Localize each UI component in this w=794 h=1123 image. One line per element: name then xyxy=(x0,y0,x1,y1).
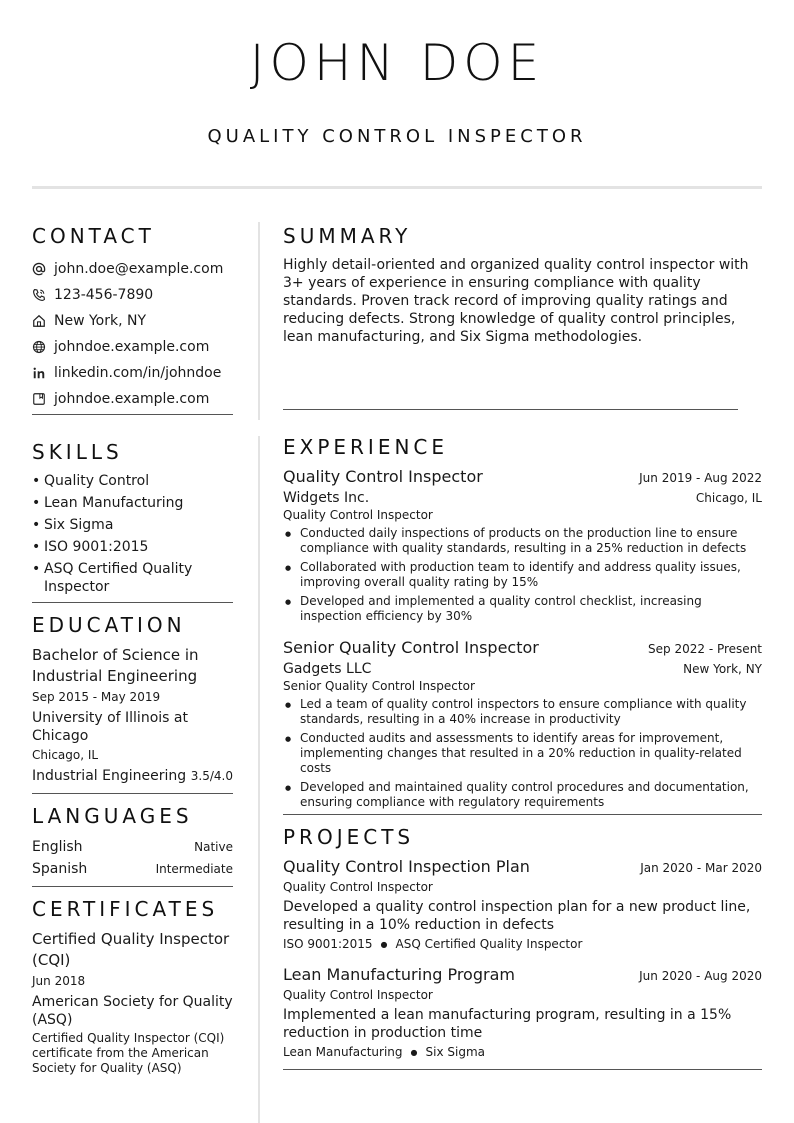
education-location: Chicago, IL xyxy=(32,748,99,762)
contact-linkedin[interactable] xyxy=(32,360,233,386)
project-description: Implemented a lean manufacturing program, resulting in a 15% reduction in production time xyxy=(283,1007,732,1041)
language-row xyxy=(32,858,233,880)
column-divider-top xyxy=(258,222,260,420)
language-name: Spanish xyxy=(32,861,88,877)
skill-item: • ISO 9001:2015 xyxy=(32,538,233,556)
job-bullet: ● Conducted daily inspections of products on the production line to ensure compliance with quality standards, resulting in a 25% reduction in defects xyxy=(283,526,762,556)
summary-text: Highly detail-oriented and organized quality control inspector with 3+ years of experience in ensuring compliance with quality standards. Proven track record of improving quality ratings and reducing defects. Strong knowledge of quality control principles, lean manufacturing, and Six Sigma methodologies. xyxy=(283,257,749,345)
projects-heading: PROJECTS xyxy=(283,825,415,849)
project-description: Developed a quality control inspection plan for a new product line, resulting in a 10% reduction in defects xyxy=(283,899,751,933)
projects-section xyxy=(283,825,762,1070)
resume-job-title: QUALITY CONTROL INSPECTOR xyxy=(207,126,587,147)
contact-portfolio[interactable] xyxy=(32,386,233,412)
job-bullets xyxy=(283,526,762,624)
certificate-name: Certified Quality Inspector (CQI) xyxy=(32,930,230,969)
home-icon xyxy=(32,314,47,329)
skills-section xyxy=(32,440,233,603)
education-degree: Bachelor of Science in Industrial Engineering xyxy=(32,646,199,685)
languages-section xyxy=(32,804,233,887)
job-title: Senior Quality Control Inspector xyxy=(283,638,539,657)
language-level: Native xyxy=(194,840,233,854)
job-entry xyxy=(283,467,762,624)
column-divider-bottom xyxy=(258,436,260,1123)
job-bullet: ● Developed and implemented a quality control checklist, increasing inspection efficiency by 30% xyxy=(283,594,762,624)
job-role: Senior Quality Control Inspector xyxy=(283,679,475,693)
skills-divider xyxy=(32,602,233,603)
skill-item: • Lean Manufacturing xyxy=(32,494,233,512)
job-bullet: ● Conducted audits and assessments to identify areas for improvement, implementing changes that resulted in a 20% reduction in quality-related costs xyxy=(283,731,762,776)
project-tag: Six Sigma xyxy=(425,1045,485,1059)
at-icon xyxy=(32,262,47,277)
job-bullets xyxy=(283,697,762,810)
right-column xyxy=(283,224,762,1070)
experience-divider xyxy=(283,814,762,815)
project-title: Lean Manufacturing Program xyxy=(283,965,515,984)
education-gpa: 3.5/4.0 xyxy=(190,769,233,783)
project-tags xyxy=(283,1045,762,1059)
contact-section xyxy=(32,224,233,415)
project-title: Quality Control Inspection Plan xyxy=(283,857,530,876)
certificate-issuer: American Society for Quality (ASQ) xyxy=(32,994,233,1028)
language-row xyxy=(32,836,233,858)
header-divider xyxy=(32,186,762,189)
tag-separator: ● xyxy=(380,940,388,949)
tag-separator: ● xyxy=(410,1048,418,1057)
education-section xyxy=(32,613,233,794)
languages-heading: LANGUAGES xyxy=(32,804,193,828)
project-tag: Lean Manufacturing xyxy=(283,1045,403,1059)
summary-divider xyxy=(283,409,738,410)
project-tag: ASQ Certified Quality Inspector xyxy=(395,937,583,951)
project-tag: ISO 9001:2015 xyxy=(283,937,373,951)
portfolio-icon xyxy=(32,392,47,407)
education-field: Industrial Engineering xyxy=(32,768,187,784)
summary-section xyxy=(283,224,762,410)
contact-linkedin-text: linkedin.com/in/johndoe xyxy=(54,365,222,381)
job-entry xyxy=(283,638,762,810)
contact-divider xyxy=(32,414,233,415)
job-location: New York, NY xyxy=(683,662,762,676)
job-bullet: ● Developed and maintained quality control procedures and documentation, ensuring compliance with regulatory requirements xyxy=(283,780,762,810)
education-divider xyxy=(32,793,233,794)
contact-website-text: johndoe.example.com xyxy=(54,339,210,355)
education-school: University of Illinois at Chicago xyxy=(32,710,188,744)
project-tags xyxy=(283,937,762,951)
contact-email[interactable] xyxy=(32,256,233,282)
language-level: Intermediate xyxy=(155,862,233,876)
left-column xyxy=(32,224,233,1076)
job-dates: Jun 2019 - Aug 2022 xyxy=(639,471,762,485)
job-title: Quality Control Inspector xyxy=(283,467,483,486)
job-role: Quality Control Inspector xyxy=(283,508,433,522)
skill-item: • ASQ Certified Quality Inspector xyxy=(32,560,233,596)
certificate-description: Certified Quality Inspector (CQI) certificate from the American Society for Quality (ASQ) xyxy=(32,1031,225,1075)
globe-icon xyxy=(32,340,47,355)
experience-heading: EXPERIENCE xyxy=(283,435,449,459)
contact-location-text: New York, NY xyxy=(54,313,147,329)
languages-divider xyxy=(32,886,233,887)
projects-divider xyxy=(283,1069,762,1070)
job-company: Widgets Inc. xyxy=(283,490,370,506)
contact-location xyxy=(32,308,233,334)
certificates-heading: CERTIFICATES xyxy=(32,897,219,921)
phone-icon xyxy=(32,288,47,303)
contact-heading: CONTACT xyxy=(32,224,155,248)
project-entry xyxy=(283,857,762,951)
contact-phone-text: 123-456-7890 xyxy=(54,287,154,303)
education-field-row xyxy=(32,765,233,787)
experience-section xyxy=(283,435,762,815)
job-dates: Sep 2022 - Present xyxy=(648,642,762,656)
job-bullet: ● Collaborated with production team to identify and address quality issues, improving overall quality rating by 15% xyxy=(283,560,762,590)
skills-heading: SKILLS xyxy=(32,440,123,464)
education-dates: Sep 2015 - May 2019 xyxy=(32,690,161,704)
project-role: Quality Control Inspector xyxy=(283,988,433,1002)
skill-item: • Six Sigma xyxy=(32,516,233,534)
linkedin-icon xyxy=(32,366,47,381)
skill-item: • Quality Control xyxy=(32,472,233,490)
language-name: English xyxy=(32,839,83,855)
contact-portfolio-text: johndoe.example.com xyxy=(54,391,210,407)
education-heading: EDUCATION xyxy=(32,613,186,637)
project-dates: Jun 2020 - Aug 2020 xyxy=(639,969,762,983)
project-entry xyxy=(283,965,762,1059)
project-role: Quality Control Inspector xyxy=(283,880,433,894)
certificates-section xyxy=(32,897,233,1076)
summary-heading: SUMMARY xyxy=(283,224,412,248)
contact-phone[interactable] xyxy=(32,282,233,308)
contact-website[interactable] xyxy=(32,334,233,360)
job-location: Chicago, IL xyxy=(695,491,762,505)
job-bullet: ● Led a team of quality control inspectors to ensure compliance with quality standards, resulting in a 40% increase in productivity xyxy=(283,697,762,727)
job-company: Gadgets LLC xyxy=(283,661,372,677)
resume-name: JOHN DOE xyxy=(249,34,545,92)
project-dates: Jan 2020 - Mar 2020 xyxy=(640,861,762,875)
contact-email-text: john.doe@example.com xyxy=(54,261,224,277)
certificate-date: Jun 2018 xyxy=(32,974,86,988)
